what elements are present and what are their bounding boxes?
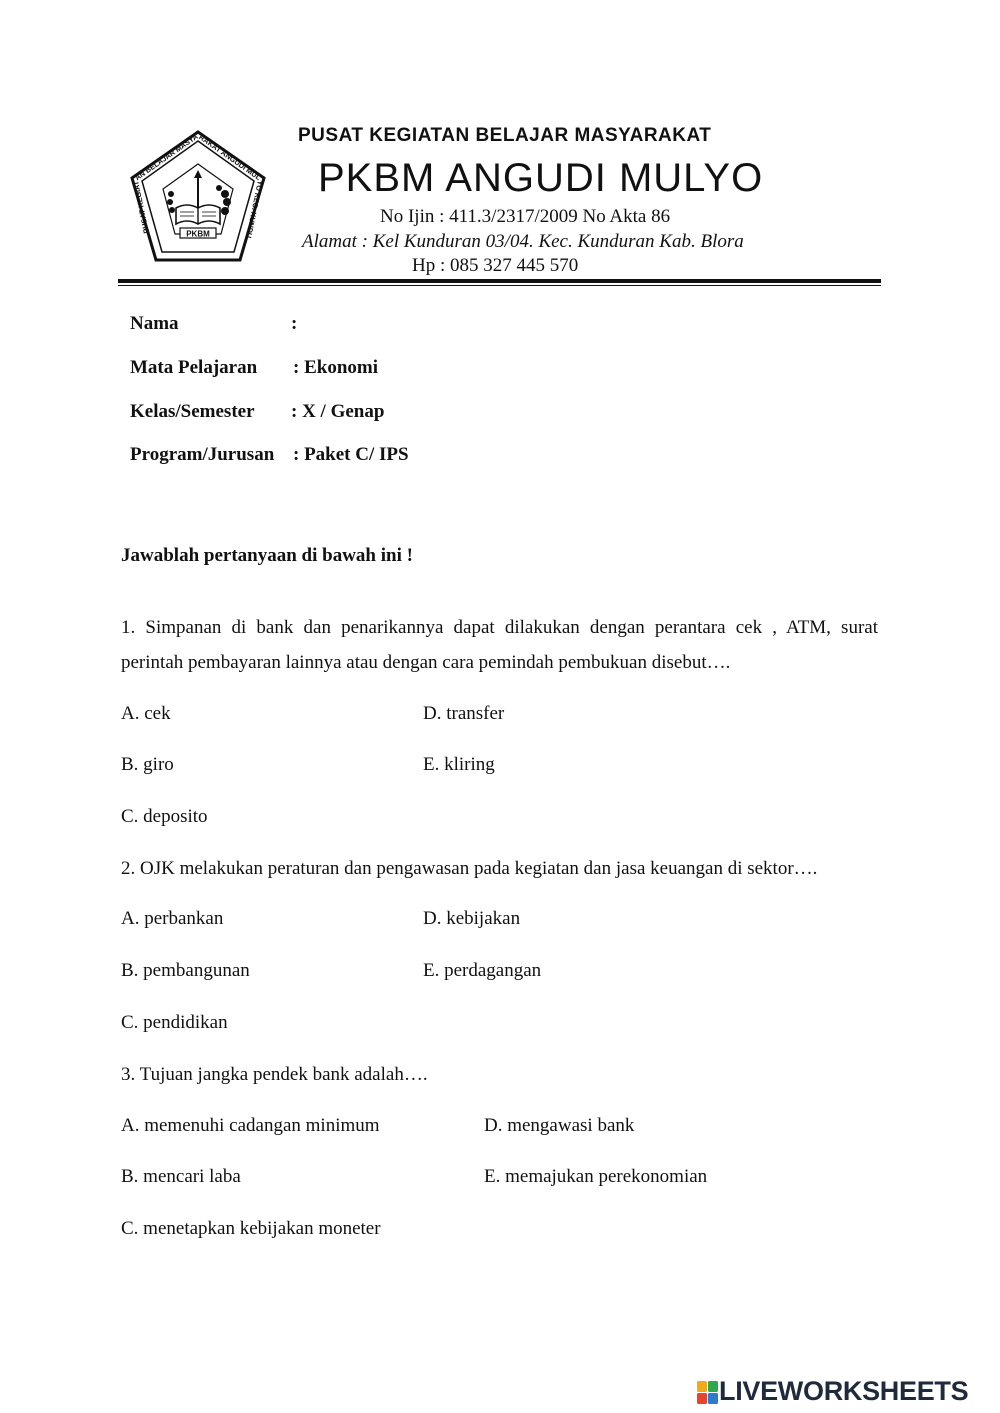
icon-square-2 <box>708 1381 718 1392</box>
pkbm-logo-emblem <box>128 128 268 268</box>
question-1-text: 1. Simpanan di bank dan penarikannya dapat dilakukan dengan perantara cek , ATM, surat <box>121 617 878 638</box>
instruction: Jawablah pertanyaan di bawah ini ! <box>121 545 413 566</box>
mapel-value: : Ekonomi <box>293 357 378 378</box>
pkbm-logo <box>128 128 268 268</box>
q2-option-d[interactable]: D. kebijakan <box>423 908 521 929</box>
q3-option-d[interactable]: D. mengawasi bank <box>484 1115 635 1136</box>
mapel-label: Mata Pelajaran <box>130 357 258 378</box>
kelas-value: : X / Genap <box>291 401 385 422</box>
header-divider-thin <box>118 285 881 286</box>
license-number: No Ijin : 411.3/2317/2009 No Akta 86 <box>380 206 671 227</box>
q2-option-b[interactable]: B. pembangunan <box>121 960 250 981</box>
icon-square-4 <box>708 1393 718 1404</box>
nama-field[interactable]: : <box>291 313 298 334</box>
logo-badge-text: PKBM <box>186 229 210 239</box>
nama-label: Nama <box>130 313 179 334</box>
liveworksheets-logo-icon <box>697 1381 719 1405</box>
icon-square-3 <box>697 1393 707 1404</box>
org-name: PKBM ANGUDI MULYO <box>318 156 764 200</box>
question-3-text: 3. Tujuan jangka pendek bank adalah…. <box>121 1064 428 1085</box>
phone-number: Hp : 085 327 445 570 <box>412 255 579 276</box>
q3-option-b[interactable]: B. mencari laba <box>121 1166 241 1187</box>
header-divider <box>118 279 881 283</box>
kelas-label: Kelas/Semester <box>130 401 255 422</box>
address: Alamat : Kel Kunduran 03/04. Kec. Kunduran Kab. Blora <box>302 231 744 252</box>
q2-option-e[interactable]: E. perdagangan <box>423 960 542 981</box>
icon-square-1 <box>697 1381 707 1392</box>
org-subtitle: PUSAT KEGIATAN BELAJAR MASYARAKAT <box>298 125 712 146</box>
q1-option-b[interactable]: B. giro <box>121 754 174 775</box>
q3-option-e[interactable]: E. memajukan perekonomian <box>484 1166 708 1187</box>
question-1-text-cont: perintah pembayaran lainnya atau dengan cara pemindah pembukuan disebut…. <box>121 652 731 673</box>
question-2-text: 2. OJK melakukan peraturan dan pengawasan pada kegiatan dan jasa keuangan di sektor…. <box>121 858 818 879</box>
program-value: : Paket C/ IPS <box>293 444 409 465</box>
q1-option-c[interactable]: C. deposito <box>121 806 208 827</box>
q1-option-d[interactable]: D. transfer <box>423 703 505 724</box>
liveworksheets-brand[interactable]: LIVEWORKSHEETS <box>719 1376 969 1406</box>
q2-option-c[interactable]: C. pendidikan <box>121 1012 228 1033</box>
q3-option-c[interactable]: C. menetapkan kebijakan moneter <box>121 1218 381 1239</box>
program-label: Program/Jurusan <box>130 444 275 465</box>
q2-option-a[interactable]: A. perbankan <box>121 908 224 929</box>
q3-option-a[interactable]: A. memenuhi cadangan minimum <box>121 1115 380 1136</box>
q1-option-a[interactable]: A. cek <box>121 703 171 724</box>
logo-ring-text: PUSAT KEGIATAN BELAJAR MASYARAKAT ANGUDI MULYO KEC. KUNDU <box>131 131 265 239</box>
q1-option-e[interactable]: E. kliring <box>423 754 495 775</box>
